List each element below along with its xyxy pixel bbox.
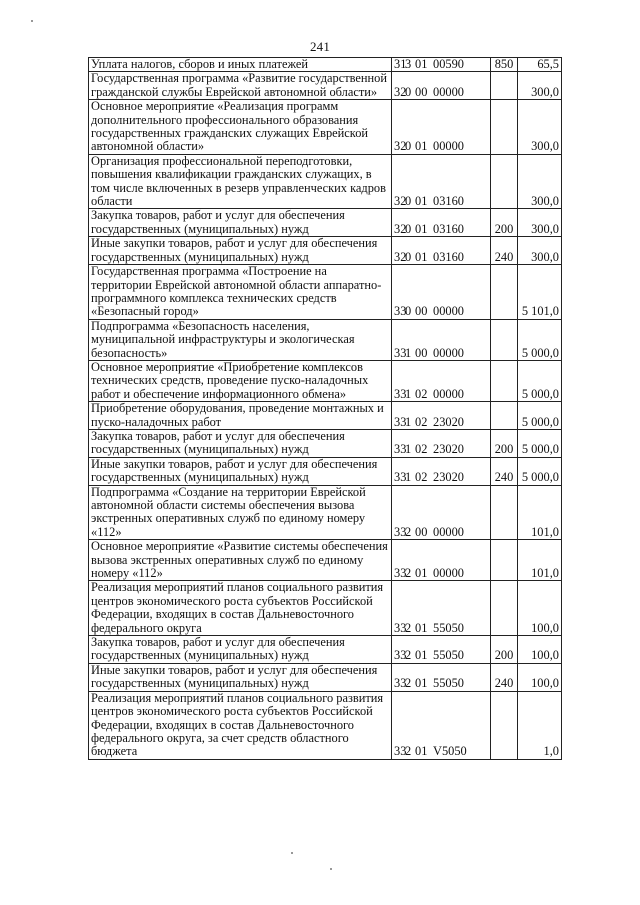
code-main-activity: 00 bbox=[415, 345, 428, 360]
table-row bbox=[89, 154, 562, 209]
row-target-code bbox=[392, 209, 491, 237]
row-description: Уплата налогов, сборов и иных платежей bbox=[89, 58, 392, 72]
table-row bbox=[89, 402, 562, 430]
code-direction: 03160 bbox=[433, 221, 464, 236]
code-program: 33 bbox=[394, 304, 407, 319]
row-expense-type bbox=[491, 402, 518, 430]
scan-speck bbox=[330, 868, 332, 870]
code-direction: 23020 bbox=[433, 470, 464, 485]
code-subprogram: 0 bbox=[405, 304, 412, 319]
code-main-activity: 01 bbox=[415, 249, 428, 264]
row-target-code bbox=[392, 100, 491, 155]
code-program: 33 bbox=[394, 345, 407, 360]
table-row bbox=[89, 429, 562, 457]
row-amount: 300,0 bbox=[518, 100, 562, 155]
code-main-activity: 01 bbox=[415, 139, 428, 154]
code-direction: 55050 bbox=[433, 648, 464, 663]
row-target-code bbox=[392, 402, 491, 430]
code-direction: 03160 bbox=[433, 194, 464, 209]
table-row bbox=[89, 72, 562, 100]
budget-table-body bbox=[89, 58, 562, 760]
code-main-activity: 00 bbox=[415, 84, 428, 99]
row-expense-type: 240 bbox=[491, 457, 518, 485]
row-expense-type bbox=[491, 581, 518, 636]
row-description: Организация профессиональной переподготовки, повышения квалификации гражданских служащих, в том числе включенных в резерв управленческих кадров области bbox=[89, 154, 392, 209]
page-number: 241 bbox=[309, 39, 331, 54]
code-direction: 00000 bbox=[433, 304, 464, 319]
table-row bbox=[89, 540, 562, 581]
table-row bbox=[89, 265, 562, 320]
row-target-code bbox=[392, 636, 491, 664]
row-expense-type bbox=[491, 72, 518, 100]
row-target-code bbox=[392, 485, 491, 540]
table-row bbox=[89, 319, 562, 360]
code-program: 32 bbox=[394, 221, 407, 236]
row-description: Закупка товаров, работ и услуг для обеспечения государственных (муниципальных) нужд bbox=[89, 636, 392, 664]
code-direction: 00000 bbox=[433, 566, 464, 581]
row-target-code bbox=[392, 360, 491, 401]
code-main-activity: 02 bbox=[415, 386, 428, 401]
row-amount: 100,0 bbox=[518, 663, 562, 691]
code-subprogram: 0 bbox=[405, 194, 412, 209]
table-row bbox=[89, 58, 562, 72]
code-subprogram: 1 bbox=[405, 345, 412, 360]
row-expense-type bbox=[491, 265, 518, 320]
row-target-code bbox=[392, 265, 491, 320]
code-direction: 55050 bbox=[433, 620, 464, 635]
row-expense-type bbox=[491, 100, 518, 155]
row-description: Основное мероприятие «Реализация программ дополнительного профессионального образования государственных гражданских служащих Еврейской автономной области» bbox=[89, 100, 392, 155]
code-direction: 00000 bbox=[433, 139, 464, 154]
code-program: 32 bbox=[394, 249, 407, 264]
row-expense-type: 200 bbox=[491, 636, 518, 664]
row-target-code bbox=[392, 663, 491, 691]
row-amount: 300,0 bbox=[518, 154, 562, 209]
row-description: Закупка товаров, работ и услуг для обеспечения государственных (муниципальных) нужд bbox=[89, 209, 392, 237]
table-row bbox=[89, 209, 562, 237]
scan-speck bbox=[31, 20, 33, 22]
code-program: 33 bbox=[394, 442, 407, 457]
row-amount: 101,0 bbox=[518, 540, 562, 581]
row-description: Государственная программа «Развитие государственной гражданской службы Еврейской автономной области» bbox=[89, 72, 392, 100]
code-main-activity: 01 bbox=[415, 57, 428, 71]
code-program: 33 bbox=[394, 470, 407, 485]
row-amount: 1,0 bbox=[518, 691, 562, 759]
row-expense-type bbox=[491, 540, 518, 581]
row-description: Иные закупки товаров, работ и услуг для обеспечения государственных (муниципальных) нужд bbox=[89, 237, 392, 265]
code-main-activity: 00 bbox=[415, 524, 428, 539]
code-subprogram: 2 bbox=[405, 524, 412, 539]
code-direction: V5050 bbox=[433, 744, 467, 759]
code-program: 32 bbox=[394, 139, 407, 154]
code-direction: 23020 bbox=[433, 442, 464, 457]
row-description: Подпрограмма «Создание на территории Еврейской автономной области системы обеспечения вызова экстренных оперативных служб по единому номеру «112» bbox=[89, 485, 392, 540]
table-row bbox=[89, 663, 562, 691]
row-description: Основное мероприятие «Развитие системы обеспечения вызова экстренных оперативных служб по единому номеру «112» bbox=[89, 540, 392, 581]
row-expense-type: 850 bbox=[491, 58, 518, 72]
code-main-activity: 00 bbox=[415, 304, 428, 319]
row-target-code bbox=[392, 429, 491, 457]
row-amount: 300,0 bbox=[518, 209, 562, 237]
code-direction: 00000 bbox=[433, 524, 464, 539]
row-target-code bbox=[392, 319, 491, 360]
table-row bbox=[89, 360, 562, 401]
row-target-code bbox=[392, 237, 491, 265]
code-subprogram: 0 bbox=[405, 221, 412, 236]
code-program: 33 bbox=[394, 620, 407, 635]
row-target-code bbox=[392, 58, 491, 72]
code-subprogram: 1 bbox=[405, 442, 412, 457]
code-program: 33 bbox=[394, 744, 407, 759]
row-expense-type: 240 bbox=[491, 237, 518, 265]
row-amount: 100,0 bbox=[518, 581, 562, 636]
code-program: 33 bbox=[394, 648, 407, 663]
code-subprogram: 2 bbox=[405, 620, 412, 635]
table-row bbox=[89, 581, 562, 636]
code-direction: 00000 bbox=[433, 345, 464, 360]
row-description: Иные закупки товаров, работ и услуг для обеспечения государственных (муниципальных) нужд bbox=[89, 457, 392, 485]
code-main-activity: 01 bbox=[415, 194, 428, 209]
table-row bbox=[89, 457, 562, 485]
code-subprogram: 3 bbox=[405, 57, 412, 71]
row-description: Закупка товаров, работ и услуг для обеспечения государственных (муниципальных) нужд bbox=[89, 429, 392, 457]
row-expense-type bbox=[491, 154, 518, 209]
table-row bbox=[89, 691, 562, 759]
scan-speck bbox=[291, 852, 293, 854]
row-description: Реализация мероприятий планов социального развития центров экономического роста субъектов Российской Федерации, входящих в состав Дальневосточного федерального округа bbox=[89, 581, 392, 636]
code-direction: 00000 bbox=[433, 386, 464, 401]
row-target-code bbox=[392, 540, 491, 581]
row-target-code bbox=[392, 691, 491, 759]
budget-table bbox=[88, 57, 562, 760]
row-description: Государственная программа «Построение на территории Еврейской автономной области аппаратно-программного комплекса технических средств «Безопасный город» bbox=[89, 265, 392, 320]
code-main-activity: 01 bbox=[415, 744, 428, 759]
table-row bbox=[89, 100, 562, 155]
row-target-code bbox=[392, 581, 491, 636]
code-main-activity: 02 bbox=[415, 470, 428, 485]
code-subprogram: 1 bbox=[405, 386, 412, 401]
row-amount: 5 000,0 bbox=[518, 360, 562, 401]
row-expense-type: 240 bbox=[491, 663, 518, 691]
code-main-activity: 02 bbox=[415, 414, 428, 429]
code-subprogram: 2 bbox=[405, 566, 412, 581]
code-program: 33 bbox=[394, 414, 407, 429]
code-subprogram: 0 bbox=[405, 249, 412, 264]
code-main-activity: 01 bbox=[415, 221, 428, 236]
code-direction: 03160 bbox=[433, 249, 464, 264]
code-subprogram: 0 bbox=[405, 139, 412, 154]
code-direction: 00000 bbox=[433, 84, 464, 99]
code-program: 33 bbox=[394, 676, 407, 691]
row-description: Реализация мероприятий планов социального развития центров экономического роста субъектов Российской Федерации, входящих в состав Дальневосточного федерального округа, за счет средств областного бюджета bbox=[89, 691, 392, 759]
row-expense-type bbox=[491, 691, 518, 759]
row-target-code bbox=[392, 457, 491, 485]
row-amount: 100,0 bbox=[518, 636, 562, 664]
row-description: Иные закупки товаров, работ и услуг для обеспечения государственных (муниципальных) нужд bbox=[89, 663, 392, 691]
row-target-code bbox=[392, 72, 491, 100]
code-subprogram: 0 bbox=[405, 84, 412, 99]
code-direction: 55050 bbox=[433, 676, 464, 691]
row-amount: 5 101,0 bbox=[518, 265, 562, 320]
row-expense-type: 200 bbox=[491, 429, 518, 457]
code-main-activity: 02 bbox=[415, 442, 428, 457]
row-description: Основное мероприятие «Приобретение комплексов технических средств, проведение пуско-наладочных работ и обеспечение информационного обмена» bbox=[89, 360, 392, 401]
code-program: 31 bbox=[394, 57, 407, 71]
row-amount: 300,0 bbox=[518, 237, 562, 265]
code-subprogram: 2 bbox=[405, 648, 412, 663]
code-subprogram: 2 bbox=[405, 676, 412, 691]
row-expense-type: 200 bbox=[491, 209, 518, 237]
row-amount: 5 000,0 bbox=[518, 457, 562, 485]
code-program: 32 bbox=[394, 194, 407, 209]
code-main-activity: 01 bbox=[415, 566, 428, 581]
table-row bbox=[89, 636, 562, 664]
row-amount: 5 000,0 bbox=[518, 402, 562, 430]
code-main-activity: 01 bbox=[415, 620, 428, 635]
table-row bbox=[89, 485, 562, 540]
code-main-activity: 01 bbox=[415, 648, 428, 663]
code-program: 33 bbox=[394, 386, 407, 401]
code-subprogram: 1 bbox=[405, 470, 412, 485]
code-program: 33 bbox=[394, 524, 407, 539]
code-subprogram: 2 bbox=[405, 744, 412, 759]
row-description: Подпрограмма «Безопасность населения, муниципальной инфраструктуры и экологическая безопасность» bbox=[89, 319, 392, 360]
code-program: 32 bbox=[394, 84, 407, 99]
row-expense-type bbox=[491, 485, 518, 540]
row-expense-type bbox=[491, 319, 518, 360]
code-program: 33 bbox=[394, 566, 407, 581]
row-amount: 101,0 bbox=[518, 485, 562, 540]
code-subprogram: 1 bbox=[405, 414, 412, 429]
code-direction: 00590 bbox=[433, 57, 464, 71]
row-description: Приобретение оборудования, проведение монтажных и пуско-наладочных работ bbox=[89, 402, 392, 430]
row-amount: 5 000,0 bbox=[518, 429, 562, 457]
row-expense-type bbox=[491, 360, 518, 401]
code-main-activity: 01 bbox=[415, 676, 428, 691]
row-amount: 65,5 bbox=[518, 58, 562, 72]
row-amount: 5 000,0 bbox=[518, 319, 562, 360]
table-row bbox=[89, 237, 562, 265]
code-direction: 23020 bbox=[433, 414, 464, 429]
row-target-code bbox=[392, 154, 491, 209]
row-amount: 300,0 bbox=[518, 72, 562, 100]
